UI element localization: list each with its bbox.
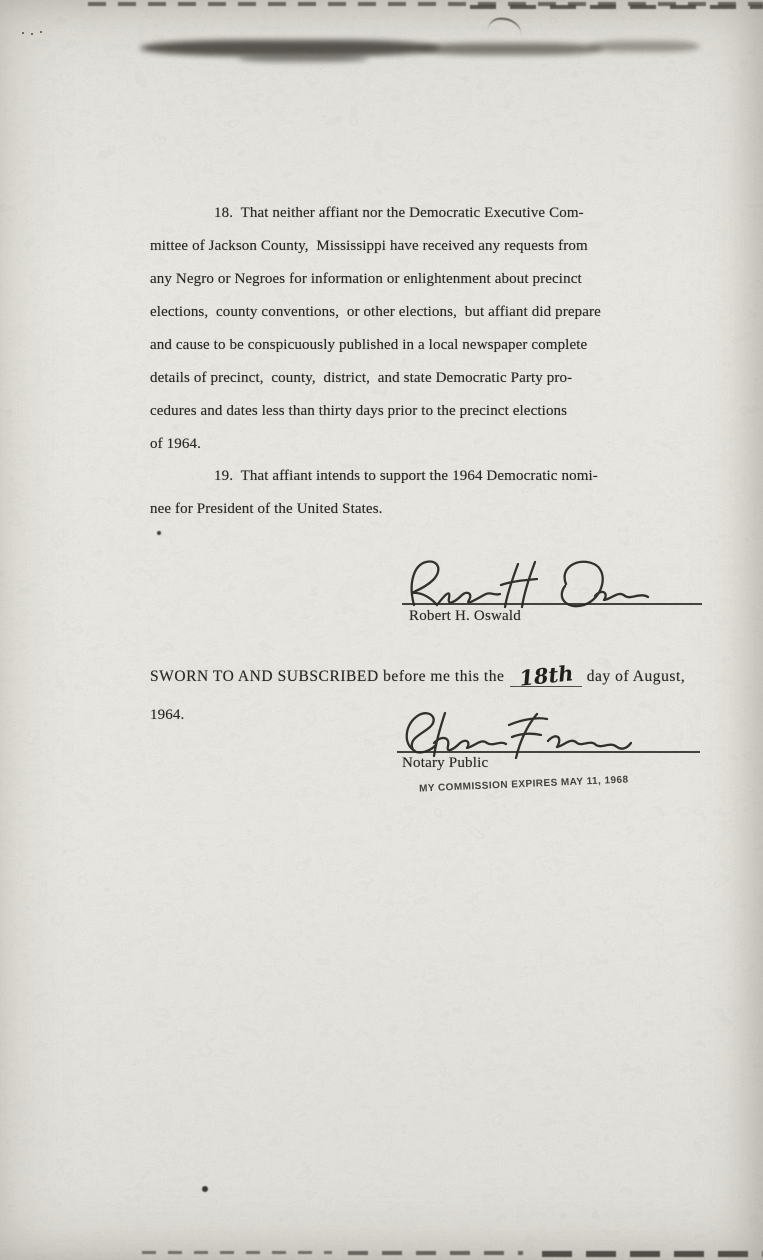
typed-text-line: elections, county conventions, or other elections, but affiant did prepare (150, 304, 601, 320)
signature-line (397, 751, 700, 753)
typed-text-line: 18. That neither affiant nor the Democratic Executive Com- (214, 205, 584, 221)
scan-edge-artifact-bottom (348, 1251, 523, 1255)
typed-text-line: nee for President of the United States. (150, 501, 383, 517)
typed-text-line: 19. That affiant intends to support the 1964 Democratic nomi- (214, 468, 598, 484)
sworn-text-after-blank: day of August, (586, 668, 686, 685)
scan-pen-curl-mark (487, 16, 522, 35)
typed-text-line: any Negro or Negroes for information or enlightenment about precinct (150, 271, 582, 287)
scan-smudge-band (588, 41, 700, 52)
affiant-typed-name: Robert H. Oswald (409, 608, 521, 624)
typed-text-line: cedures and dates less than thirty days prior to the precinct elections (150, 403, 568, 419)
sworn-clause (150, 660, 685, 693)
notary-title: Notary Public (402, 755, 489, 771)
notary-commission-stamp: MY COMMISSION EXPIRES MAY 11, 1968 (418, 774, 629, 795)
scan-edge-artifact-bottom (142, 1251, 332, 1254)
sworn-text-before-blank: SWORN TO AND SUBSCRIBED before me this the (150, 668, 505, 685)
typed-text-line: mittee of Jackson County, Mississippi have received any requests from (150, 238, 588, 254)
paragraph-19 (150, 460, 725, 526)
ink-speck (202, 1186, 208, 1192)
sworn-year: 1964. (150, 707, 185, 723)
scan-edge-artifact-bottom (542, 1251, 763, 1257)
handwritten-day: 18th (517, 660, 575, 691)
typed-text-line: and cause to be conspicuously published in a local newspaper complete (150, 337, 588, 353)
scan-edge-artifact-top-right (470, 5, 763, 9)
scan-smudge-band (140, 40, 440, 56)
scan-ink-dots (22, 32, 24, 34)
affiant-signature-handwriting (404, 555, 654, 615)
scan-smudge-band (238, 55, 368, 62)
typed-text-line: details of precinct, county, district, and state Democratic Party pro- (150, 370, 573, 386)
typed-text-line: of 1964. (150, 436, 201, 452)
ink-speck (157, 531, 161, 535)
paragraph-18 (150, 197, 725, 461)
scan-smudge-band (418, 43, 603, 55)
signature-line (402, 603, 702, 605)
fill-in-blank (510, 660, 582, 691)
